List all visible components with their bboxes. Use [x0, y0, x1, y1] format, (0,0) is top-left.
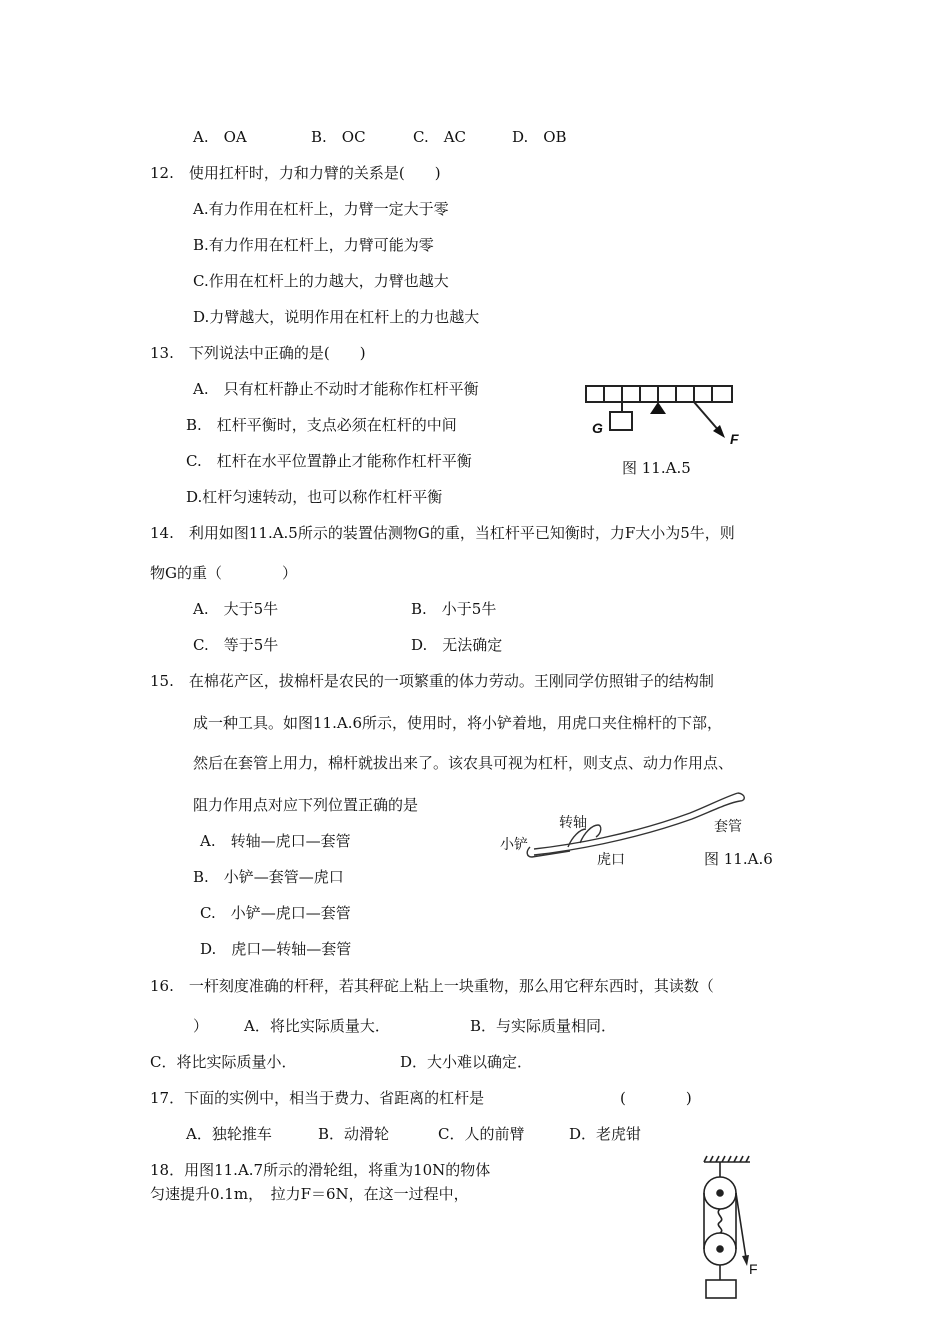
q14-option-c: C. 等于5牛 — [193, 636, 279, 654]
q12-option-c: C.作用在杠杆上的力越大，力臂也越大 — [193, 272, 449, 290]
q11-option-c: C. AC — [413, 128, 467, 146]
q15-option-d: D. 虎口—转轴—套管 — [200, 940, 352, 958]
fig6-label-shovel: 小铲 — [500, 836, 528, 852]
fig5-label-f: F — [730, 431, 739, 447]
q15-option-c: C. 小铲—虎口—套管 — [200, 904, 351, 922]
q12-option-d: D.力臂越大，说明作用在杠杆上的力也越大 — [193, 308, 480, 326]
q17-option-a: A．独轮推车 — [186, 1125, 272, 1143]
fig6-caption: 图 11.A.6 — [704, 850, 773, 868]
q18-line2: 匀速提升0.1m， 拉力F＝6N，在这一过程中， — [150, 1185, 469, 1203]
q15-line1: 15. 在棉花产区，拔棉杆是农民的一项繁重的体力劳动。王刚同学仿照钳子的结构制 — [150, 672, 714, 690]
q14-line1: 14. 利用如图11.A.5所示的装置估测物G的重，当杠杆平已知衡时，力F大小为5牛，则 — [150, 524, 735, 542]
q17-option-c: C．人的前臂 — [438, 1125, 525, 1143]
fig6-label-jaw: 虎口 — [597, 851, 625, 867]
q13-stem: 13. 下列说法中正确的是( ) — [150, 344, 366, 362]
q12-option-b: B.有力作用在杠杆上，力臂可能为零 — [193, 236, 434, 254]
q14-line2: 物G的重（ ） — [150, 564, 297, 582]
q14-option-a: A. 大于5牛 — [193, 600, 279, 618]
q13-option-b: B. 杠杆平衡时，支点必须在杠杆的中间 — [186, 416, 457, 434]
q12-stem: 12. 使用扛杆时，力和力臂的关系是( ) — [150, 164, 441, 182]
q11-option-a: A. OA — [193, 128, 247, 146]
q14-option-d: D. 无法确定 — [411, 636, 503, 654]
q16-option-b: B．与实际质量相同． — [470, 1017, 617, 1035]
fig6-label-sleeve: 套管 — [714, 818, 742, 834]
q14-option-b: B. 小于5牛 — [411, 600, 497, 618]
q13-option-a: A. 只有杠杆静止不动时才能称作杠杆平衡 — [193, 380, 479, 398]
q17-option-b: B．动滑轮 — [318, 1125, 390, 1143]
q16-option-d: D．大小难以确定． — [400, 1053, 533, 1071]
q13-option-c: C. 杠杆在水平位置静止才能称作杠杆平衡 — [186, 452, 472, 470]
q11-option-b: B. OC — [311, 128, 366, 146]
fig5-caption: 图 11.A.5 — [622, 459, 691, 477]
q15-option-b: B. 小铲—套管—虎口 — [193, 868, 344, 886]
fulcrum-triangle — [650, 402, 666, 414]
q15-line4: 阻力作用点对应下列位置正确的是 — [193, 796, 419, 814]
q16-option-a: A．将比实际质量大． — [244, 1017, 390, 1035]
q12-option-a: A.有力作用在杠杆上，力臂一定大于零 — [193, 200, 449, 218]
q16-line1: 16. 一杆刻度准确的杆秤，若其秤砣上粘上一块重物，那么用它秤东西时，其读数（ — [150, 977, 714, 995]
q11-option-d: D. OB — [512, 128, 567, 146]
fig7-label-f: F — [749, 1261, 758, 1277]
q15-line2: 成一种工具。如图11.A.6所示，使用时，将小铲着地，用虎口夹住棉杆的下部， — [193, 714, 723, 732]
q15-option-a: A. 转轴—虎口—套管 — [200, 832, 351, 850]
q17-answer-paren: ( ) — [620, 1089, 692, 1107]
pulley-system-figure — [698, 1156, 758, 1302]
q13-option-d: D.杠杆匀速转动，也可以称作杠杆平衡 — [186, 488, 443, 506]
q15-line3: 然后在套管上用力，棉杆就拔出来了。该农具可视为杠杆，则支点、动力作用点、 — [193, 754, 734, 772]
lever-figure — [580, 380, 740, 450]
q16-option-c: C．将比实际质量小． — [150, 1053, 297, 1071]
fig6-label-shaft: 转轴 — [559, 814, 587, 830]
q16-closing-paren: ） — [193, 1017, 209, 1035]
q18-line1: 18．用图11.A.7所示的滑轮组，将重为10N的物体 — [150, 1161, 491, 1179]
q17-stem: 17．下面的实例中，相当于费力、省距离的杠杆是 — [150, 1089, 485, 1107]
fig5-label-g: G — [592, 420, 603, 436]
q17-option-d: D．老虎钳 — [569, 1125, 642, 1143]
